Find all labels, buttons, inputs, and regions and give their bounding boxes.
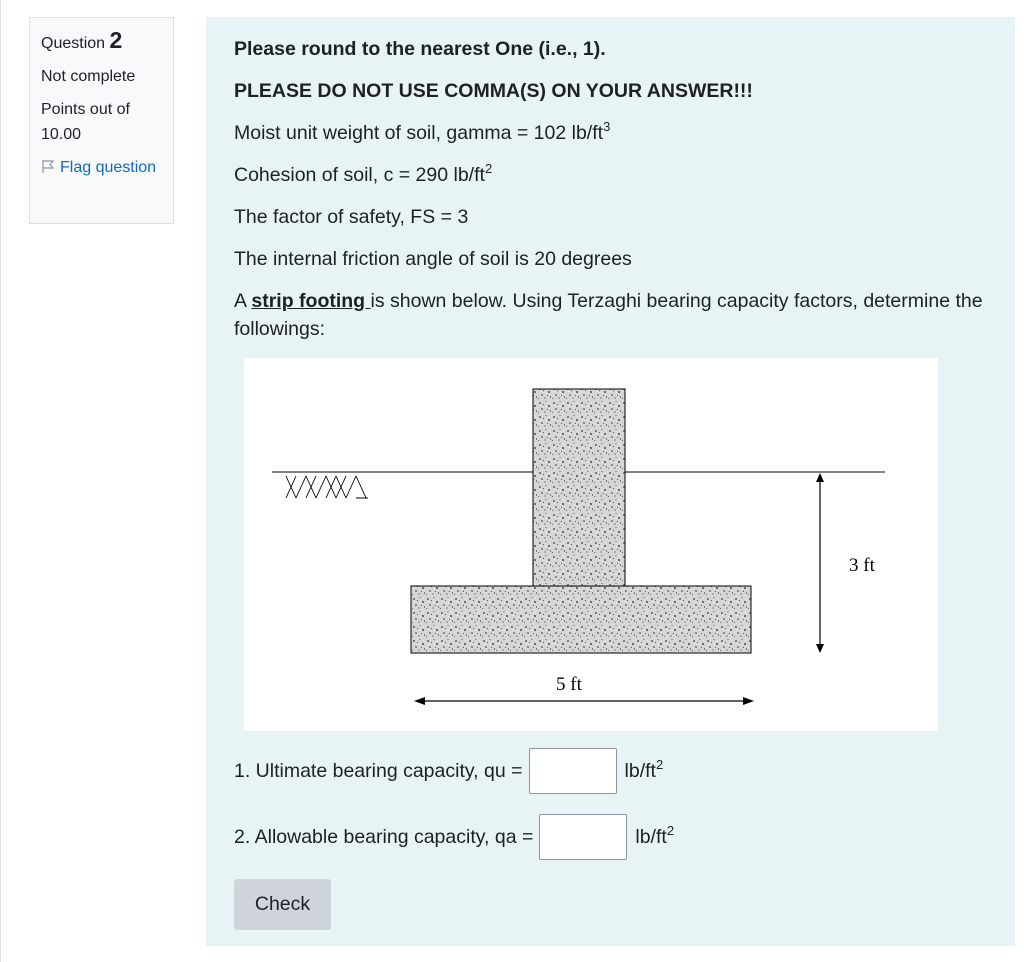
footing-line [234, 287, 987, 343]
ultimate-unit [625, 757, 664, 785]
width-arrow-right [743, 697, 754, 705]
strip-footing-link[interactable]: strip footing [251, 290, 371, 312]
ultimate-unit-exponent: 2 [655, 757, 664, 772]
question-number-value: 2 [109, 27, 123, 53]
check-button[interactable]: Check [234, 879, 331, 930]
ground-hatch-icon [286, 476, 368, 498]
instruction-round: Please round to the nearest One (i.e., 1). [234, 38, 606, 60]
fs-line: The factor of safety, FS = 3 [234, 206, 469, 228]
page-left-border [0, 0, 1, 962]
allowable-unit-text: lb/ft [635, 826, 667, 848]
question-number [41, 28, 162, 56]
footing-base [411, 586, 751, 653]
question-status: Not complete [41, 68, 136, 85]
answer-row-ultimate [234, 746, 663, 796]
cohesion-exponent: 2 [484, 161, 493, 176]
flag-icon [41, 159, 56, 174]
question-label: Question [41, 35, 106, 52]
gamma-text: Moist unit weight of soil, gamma = 102 lb/ft [234, 122, 604, 144]
instruction-comma: PLEASE DO NOT USE COMMA(S) ON YOUR ANSWER!!! [234, 80, 753, 102]
allowable-bearing-input[interactable] [539, 814, 627, 860]
strip-footing-figure [244, 358, 938, 731]
flag-question-link[interactable] [41, 155, 162, 180]
question-points: Points out of 10.00 [41, 101, 130, 143]
depth-arrow-bottom [816, 644, 824, 653]
footing-suffix: is shown below. Using Terzaghi bearing capacity factors, determine the followings: [234, 290, 983, 340]
cohesion-text: Cohesion of soil, c = 290 lb/ft [234, 164, 485, 186]
allowable-unit-exponent: 2 [666, 823, 675, 838]
ultimate-unit-text: lb/ft [624, 760, 656, 782]
width-label: 5 ft [556, 674, 582, 695]
allowable-unit [635, 823, 674, 851]
question-content [206, 17, 1015, 946]
answer-row-allowable [234, 812, 674, 862]
friction-line: The internal friction angle of soil is 20 degrees [234, 248, 632, 270]
footing-prefix: A [234, 290, 252, 312]
footing-stem [533, 389, 625, 586]
ultimate-label: 1. Ultimate bearing capacity, qu = [234, 760, 523, 782]
gamma-exponent: 3 [603, 119, 611, 134]
depth-label: 3 ft [849, 555, 875, 576]
depth-arrow-top [816, 473, 824, 482]
footing-diagram [244, 358, 938, 731]
flag-question-label: Flag question [60, 159, 157, 176]
ultimate-bearing-input[interactable] [529, 748, 617, 794]
question-info-panel [29, 17, 174, 224]
width-arrow-left [414, 697, 425, 705]
allowable-label: 2. Allowable bearing capacity, qa = [234, 826, 534, 848]
cohesion-line [234, 161, 987, 189]
gamma-line [234, 119, 987, 147]
